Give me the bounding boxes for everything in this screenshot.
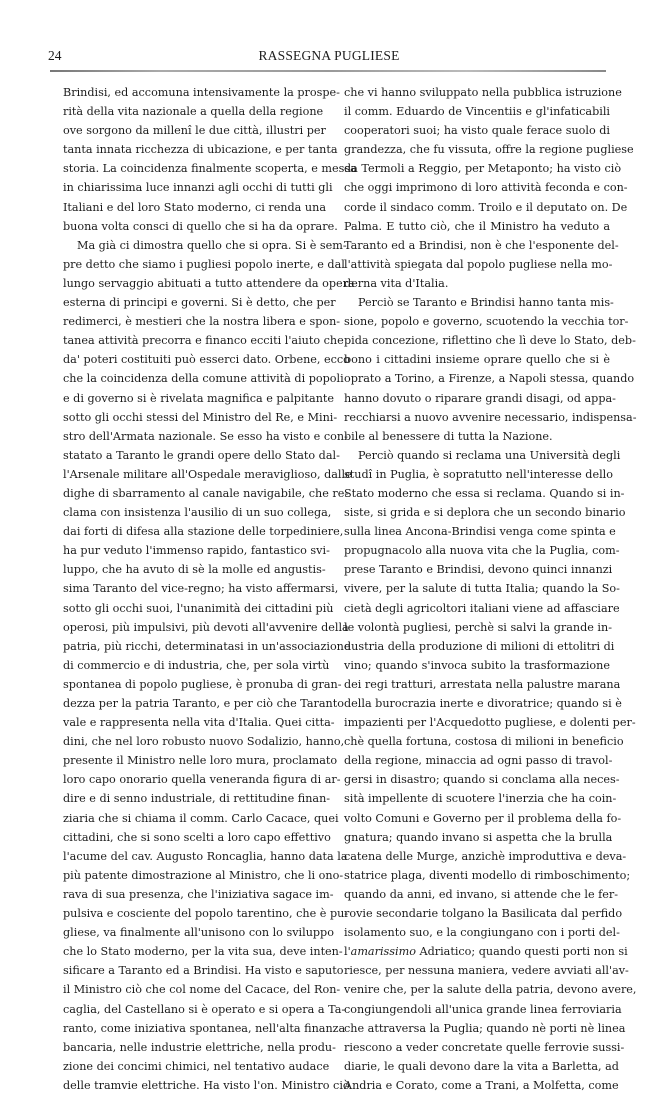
text-line: cooperatori suoi; ha visto quale ferace suolo di (344, 124, 610, 138)
text-line: dei regi tratturi, arrestata nella palustre marana (344, 677, 621, 691)
text-line: più patente dimostrazione al Ministro, che li ono- (63, 868, 344, 882)
text-line: di commercio e di industria, che, per sola virtù (63, 658, 330, 672)
text-line: patria, più ricchi, determinatasi in un'associazione (63, 639, 351, 653)
text-line: Ma già ci dimostra quello che si opra. Si è sem- (77, 238, 347, 252)
text-line: tanta innata ricchezza di ubicazione, e per tanta (63, 143, 338, 157)
text-line: dai forti di difesa alla stazione delle torpediniere, (63, 525, 344, 539)
text-line: dini, che nel loro robusto nuovo Sodalizio, hanno, (63, 735, 345, 749)
text-line: ziaria che si chiama il comm. Carlo Cacace, quei (63, 811, 339, 825)
text-line: Perciò se Taranto e Brindisi hanno tanta mis- (358, 296, 614, 310)
text-line: Stato moderno che essa si reclama. Quando si in- (344, 486, 625, 500)
text-line: pida concezione, riflettino che lì deve lo Stato, deb- (344, 334, 636, 348)
text-line: il comm. Eduardo de Vincentiis e gl'infaticabili (344, 105, 610, 119)
page-header (48, 48, 610, 66)
text-line: rava di sua presenza, che l'iniziativa sagace im- (63, 887, 334, 901)
text-line: derna vita d'Italia. (344, 276, 449, 290)
text-line: statato a Taranto le grandi opere dello Stato dal- (63, 448, 340, 462)
text-line: presente il Ministro nelle loro mura, proclamato (63, 754, 338, 768)
text-line: le volontà pugliesi, perchè si salvi la grande in- (344, 620, 612, 634)
text-line: lungo servaggio abituati a tutto attendere da opera (63, 276, 355, 290)
text-line: quando da anni, ed invano, si attende che le fer- (344, 887, 619, 901)
text-line: sima Taranto del vice-regno; ha visto affermarsi, (63, 582, 339, 596)
text-line: l'Arsenale militare all'Ospedale meraviglioso, dalle (63, 467, 352, 481)
text-line: spontanea di popolo pugliese, è pronuba di gran- (63, 677, 342, 691)
text-line: diarie, le quali devono dare la vita a Barletta, ad (344, 1059, 619, 1073)
text-line: ha pur veduto l'immenso rapido, fantastico svi- (63, 544, 330, 558)
text-line: sotto gli occhi stessi del Ministro del Re, e Mini- (63, 410, 338, 424)
text-line: Perciò quando si reclama una Università degli (358, 448, 621, 462)
text-line: dezza per la patria Taranto, e per ciò che Taranto (63, 697, 344, 710)
text-line: bono i cittadini insieme oprare quello che si è (344, 353, 610, 367)
text-line: clama con insistenza l'ausilio di un suo collega, (63, 506, 332, 520)
text-line: impazienti per l'Acquedotto pugliese, e dolenti per- (344, 716, 636, 730)
left-column (63, 83, 357, 1095)
text-line: che vi hanno sviluppato nella pubblica istruzione (344, 86, 622, 99)
text-line: Palma. E tutto ciò, che il Ministro ha veduto a (344, 219, 610, 233)
text-line: riescono a veder concretate quelle ferrovie sussi- (344, 1040, 625, 1054)
text-line: chè quella fortuna, costosa di milioni in beneficio (344, 735, 624, 749)
text-line: da' poteri costituiti può esserci dato. Orbene, ecco (63, 353, 350, 367)
text-line: isolamento suo, e la congiungano con i porti del- (344, 926, 620, 940)
text-line: zione dei concimi chimici, nel tentativo audace (63, 1059, 330, 1073)
text-line: ove sorgono da millenî le due città, illustri per (63, 124, 326, 138)
text-line: da Termoli a Reggio, per Metaponto; ha visto ciò (344, 162, 622, 176)
text-line: propugnacolo alla nuova vita che la Puglia, com- (344, 544, 620, 558)
text-line: cietà degli agricoltori italiani viene ad affasciare (344, 601, 620, 615)
text-line: sulla linea Ancona-Brindisi venga come spinta e (344, 525, 616, 539)
text-line: delle tramvie elettriche. Ha visto l'on. Ministro ciò (63, 1078, 350, 1092)
header-rule (50, 70, 606, 72)
text-line: Italiani e del loro Stato moderno, ci renda una (63, 200, 326, 214)
text-line: sione, popolo e governo, scuotendo la vecchia tor- (344, 315, 629, 329)
text-line: gersi in disastro; quando si conclama alla neces- (344, 773, 620, 787)
text-line: storia. La coincidenza finalmente scoperta, e messa (63, 162, 357, 176)
text-line: e di governo si è rivelata magnifica e palpitante (63, 391, 335, 405)
text-line: stro dell'Armata nazionale. Se esso ha visto e con- (63, 429, 348, 443)
text-line: Taranto ed a Brindisi, non è che l'esponente del- (344, 238, 619, 252)
text-line (344, 942, 628, 961)
text-line: l'acume del cav. Augusto Roncaglia, hanno data la (63, 849, 348, 863)
text-line: rità della vita nazionale a quella della regione (63, 105, 324, 119)
text-line: bancaria, nelle industrie elettriche, nella produ- (63, 1040, 336, 1054)
text-line: hanno dovuto o riparare grandi disagi, od appa- (344, 391, 616, 405)
text-line: il Ministro ciò che col nome del Cacace, del Ron- (63, 983, 341, 997)
text-line: pre detto che siamo i pugliesi popolo inerte, e dal (63, 257, 345, 271)
text-line: prese Taranto e Brindisi, devono quinci innanzi (344, 563, 613, 577)
text-line: in chiarissima luce innanzi agli occhi di tutti gli (63, 181, 333, 195)
running-title: RASSEGNA PUGLIESE (258, 48, 400, 63)
text-line: recchiarsi a nuovo avvenire necessario, indispensa- (344, 410, 637, 424)
italic-word: amarissimo (350, 945, 416, 959)
page-number: 24 (48, 48, 62, 63)
text-line: vivere, per la salute di tutta Italia; quando la So- (344, 582, 620, 596)
text-line: congiungendoli all'unica grande linea ferroviaria (344, 1002, 622, 1016)
text-line: gnatura; quando invano si aspetta che la brulla (344, 830, 613, 844)
text-line: catena delle Murge, anzichè improduttiva e deva- (344, 849, 627, 863)
text-line: della regione, minaccia ad ogni passo di travol- (344, 754, 613, 768)
text-line: venire che, per la salute della patria, devono avere, (344, 983, 637, 997)
text-line: tanea attività precorra e financo ecciti l'aiuto che (63, 334, 344, 348)
text-line: ranto, come iniziativa spontanea, nell'alta finanza (63, 1021, 346, 1035)
text-line: siste, si grida e si deplora che un secondo binario (344, 506, 626, 520)
text-line: corde il sindaco comm. Troilo e il deputato on. De (344, 200, 628, 214)
text-line: che attraversa la Puglia; quando nè porti nè linea (344, 1021, 626, 1035)
text-line: caglia, del Castellano si è operato e si opera a Ta- (63, 1002, 346, 1016)
text-line: statrice plaga, diventi modello di rimboschimento; (344, 868, 631, 882)
text-line: cittadini, che si sono scelti a loro capo effettivo (63, 830, 331, 844)
text-line: dire e di senno industriale, di rettitudine finan- (63, 792, 331, 806)
text-line: dighe di sbarramento al canale navigabile, che re- (63, 486, 349, 500)
text-line: vale e rappresenta nella vita d'Italia. Quei citta- (63, 716, 335, 730)
text-line: l'attività spiegata dal popolo pugliese nella mo- (344, 257, 613, 271)
text-line: redimerci, è mestieri che la nostra libera e spon- (63, 315, 341, 329)
text-line: vino; quando s'invoca subito la trasformazione (344, 658, 610, 672)
text-line: luppo, che ha avuto di sè la molle ed angustis- (63, 563, 326, 577)
text-line: bile al benessere di tutta la Nazione. (344, 429, 553, 443)
text-line: sificare a Taranto ed a Brindisi. Ha visto e saputo (63, 964, 344, 978)
right-column (344, 83, 637, 1095)
text-fragment: Adriatico; quando questi porti non si (415, 945, 628, 959)
text-line: Andria e Corato, come a Trani, a Molfetta, come (344, 1078, 619, 1092)
text-line: esterna di principi e governi. Si è detto, che per (63, 296, 336, 310)
text-line: studî in Puglia, è sopratutto nell'interesse dello (344, 467, 613, 481)
text-line: che la coincidenza della comune attività di popoli (63, 372, 344, 386)
text-line: sotto gli occhi suoi, l'unanimità dei cittadini più (63, 601, 334, 615)
text-line: grandezza, che fu vissuta, offre la regione pugliese (344, 143, 634, 157)
text-fragment: l' (344, 945, 351, 959)
text-line: rovie secondarie tolgano la Basilicata dal perfido (344, 907, 623, 921)
text-line: riesce, per nessuna maniera, vedere avviati all'av- (344, 964, 629, 978)
text-line: della burocrazia inerte e divoratrice; quando si è (344, 697, 622, 710)
text-line: gliese, va finalmente all'unisono con lo sviluppo (63, 926, 334, 940)
text-line: Brindisi, ed accomuna intensivamente la prospe- (63, 86, 340, 99)
text-line: dustria della produzione di milioni di ettolitri di (344, 639, 615, 653)
text-line: volto Comuni e Governo per il problema della fo- (344, 811, 622, 825)
text-line: loro capo onorario quella veneranda figura di ar- (63, 773, 341, 787)
text-line: pulsiva e cosciente del popolo tarentino, che è pu- (63, 907, 349, 921)
text-line: che oggi imprimono di loro attività feconda e con- (344, 181, 628, 195)
text-line: buona volta consci di quello che si ha da oprare. (63, 219, 338, 233)
text-line: sità impellente di scuotere l'inerzia che ha coin- (344, 792, 617, 806)
text-line: oprato a Torino, a Firenze, a Napoli stessa, quando (344, 372, 635, 386)
text-line: che lo Stato moderno, per la vita sua, deve inten- (63, 945, 343, 959)
text-line: operosi, più impulsivi, più devoti all'avvenire della (63, 620, 349, 634)
